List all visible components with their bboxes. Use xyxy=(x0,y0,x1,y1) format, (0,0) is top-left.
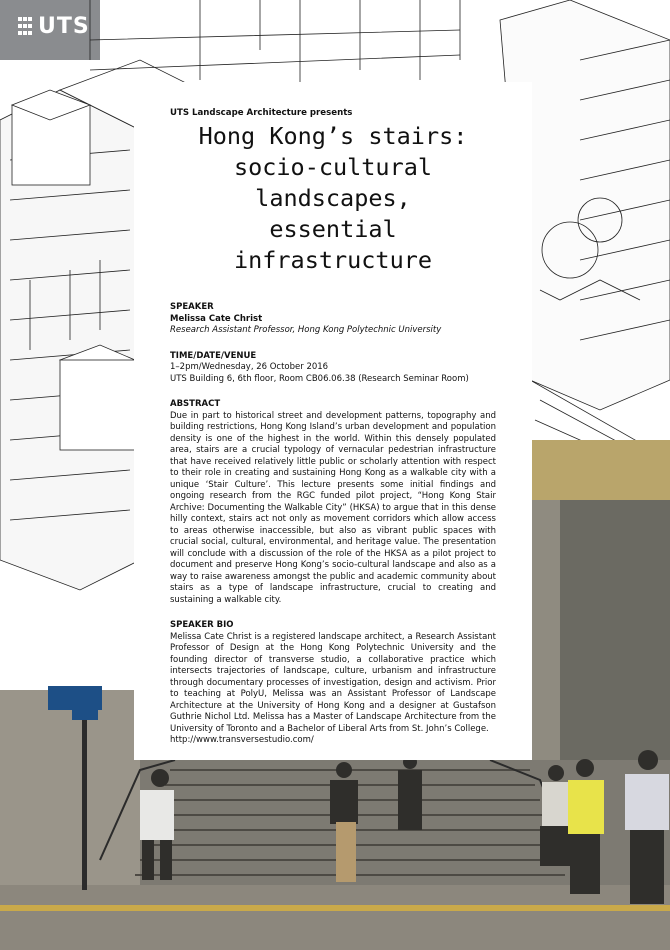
content-panel xyxy=(134,82,532,760)
venue-label: TIME/DATE/VENUE xyxy=(170,350,257,361)
uts-grid-logo-icon xyxy=(18,17,34,37)
speaker-section xyxy=(170,302,496,337)
title-line: essential xyxy=(269,215,397,243)
location: UTS Building 6, 6th floor, Room CB06.06.38 (Research Seminar Room) xyxy=(170,373,469,384)
title-line: Hong Kong’s stairs: xyxy=(198,122,468,150)
abstract-section xyxy=(170,399,496,606)
title-line: socio-cultural xyxy=(233,153,433,181)
venue-section xyxy=(170,351,496,386)
abstract-label: ABSTRACT xyxy=(170,399,221,409)
title-line: infrastructure xyxy=(233,246,433,274)
logo-text: UTS xyxy=(38,14,90,39)
presenter-line: UTS Landscape Architecture presents xyxy=(170,108,353,118)
speaker-name: Melissa Cate Christ xyxy=(170,313,263,324)
title-line: landscapes, xyxy=(255,184,411,212)
abstract-text: Due in part to historical street and development patterns, topography and building restrictions, Hong Kong Island’s urban development and population density is one of the highest in the world. Within this densely populated area, stairs are a crucial typology of vernacular pedestrian infrastructure that have received relatively little public or scholarly attention with respect to their role in creating and sustaining Hong Kong as a walkable city with a unique ‘Stair Culture’. This lecture presents some initial findings and ongoing research from the RGC funded pilot project, “Hong Kong Stair Archive: Documenting the Walkable City” (HKSA) to argue that in this dense hilly context, stairs act not only as movement corridors which allow access to areas otherwise inaccessible, but also as vibrant public spaces with crucial social, cultural, environmental, and heritage value. The presentation will conclude with a discussion of the role of the HKSA as a pilot project to document and preserve Hong Kong’s socio-cultural landscape and also as a way to raise awareness amongst the public and academic community about stairs as a type of landscape infrastructure, crucial to creating and sustaining a walkable city. xyxy=(170,410,496,605)
bio-text: Melissa Cate Christ is a registered landscape architect, a Research Assistant Professor of Design at the Hong Kong Polytechnic University and the founding director of transverse studio, a collaborative practice which intersects trajectories of landscape, culture, urbanism and infrastructure through documentary processes of investigation, design and activism. Prior to teaching at PolyU, Melissa was an Assistant Professor of Landscape Architecture at the University of Hong Kong and a designer at Gustafson Guthrie Nichol Ltd. Melissa has a Master of Landscape Architecture from the University of Toronto and a Bachelor of Liberal Arts from St. John’s College. xyxy=(170,631,496,734)
bio-section xyxy=(170,620,496,747)
lecture-title xyxy=(146,121,520,276)
speaker-label: SPEAKER xyxy=(170,302,214,312)
uts-logo xyxy=(18,14,90,39)
website-link[interactable]: http://www.transversestudio.com/ xyxy=(170,735,314,745)
time-date: 1–2pm/Wednesday, 26 October 2016 xyxy=(170,362,329,372)
speaker-role: Research Assistant Professor, Hong Kong Polytechnic University xyxy=(170,325,442,335)
bio-label: SPEAKER BIO xyxy=(170,620,234,630)
